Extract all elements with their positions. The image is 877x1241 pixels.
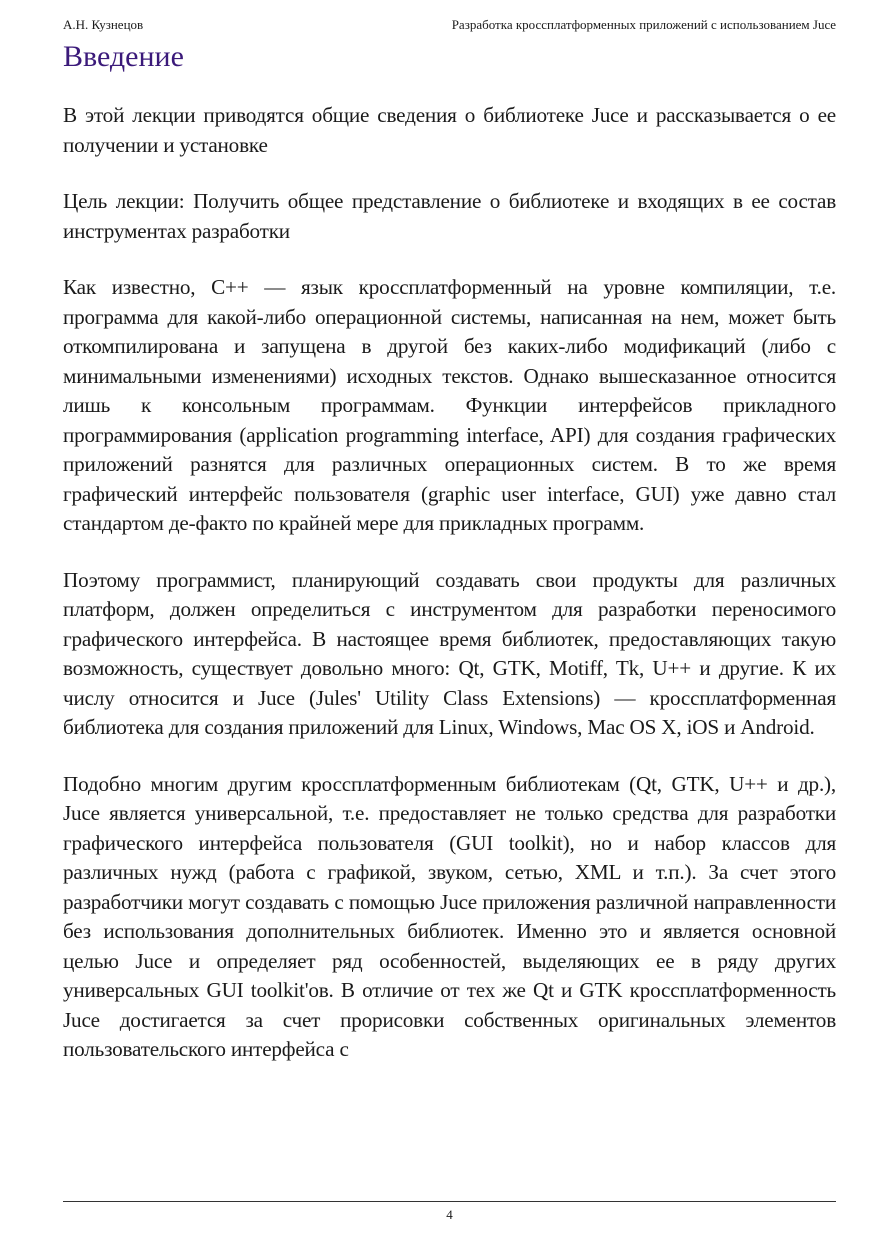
- paragraph-2: Цель лекции: Получить общее представление о библиотеке и входящих в ее состав инструментах разработки: [63, 189, 836, 243]
- header-course-title: Разработка кроссплатформенных приложений с использованием Juce: [451, 17, 836, 32]
- paragraph-3: Как известно, C++ — язык кроссплатформенный на уровне компиляции, т.е. программа для какой-либо операционной системы, написанная на нем, может быть откомпилирована и запущена в другой без каких-либо модификаций (либо с минимальными изменениями) исходных текстов. Однако вышесказанное относится лишь к консольным программам. Функции интерфейсов прикладного программирования (application programming interface, API) для создания графических приложений разнятся для различных операционных систем. В то же время графический интерфейс пользователя (graphic user interface, GUI) уже давно стал стандартом де-факто по крайней мере для прикладных программ.: [63, 275, 836, 535]
- paragraph-5: Подобно многим другим кроссплатформенным библиотекам (Qt, GTK, U++ и др.), Juce является универсальной, т.е. предоставляет не только средства для разработки графического интерфейса пользователя (GUI toolkit), но и набор классов для различных нужд (работа с графикой, звуком, сетью, XML и т.п.). За счет этого разработчики могут создавать с помощью Juce приложения различной направленности без использования дополнительных библиотек. Именно это и является основной целью Juce и определяет ряд особенностей, выделяющих ее в ряду других универсальных GUI toolkit'ов. В отличие от тех же Qt и GTK кроссплатформенность Juce достигается за счет прорисовки собственных оригинальных элементов пользовательского интерфейса с: [63, 771, 836, 1061]
- header-author: А.Н. Кузнецов: [63, 17, 144, 32]
- page-number: 4: [446, 1207, 453, 1222]
- section-title: Введение: [63, 40, 184, 73]
- paragraph-4: Поэтому программист, планирующий создавать свои продукты для различных платформ, должен определиться с инструментом для разработки переносимого графического интерфейса. В настоящее время библиотек, предоставляющих такую возможность, существует довольно много: Qt, GTK, Motiff, Tk, U++ и другие. К их числу относится и Juce (Jules' Utility Class Extensions) — кроссплатформенная библиотека для создания приложений для Linux, Windows, Mac OS X, iOS и Android.: [63, 567, 836, 739]
- paragraph-1: В этой лекции приводятся общие сведения о библиотеке Juce и рассказывается о ее получении и установке: [63, 103, 836, 157]
- footer-divider: [63, 1201, 836, 1202]
- document-page: [63, 0, 836, 1241]
- running-header: [63, 17, 836, 33]
- body-text: [63, 101, 836, 1092]
